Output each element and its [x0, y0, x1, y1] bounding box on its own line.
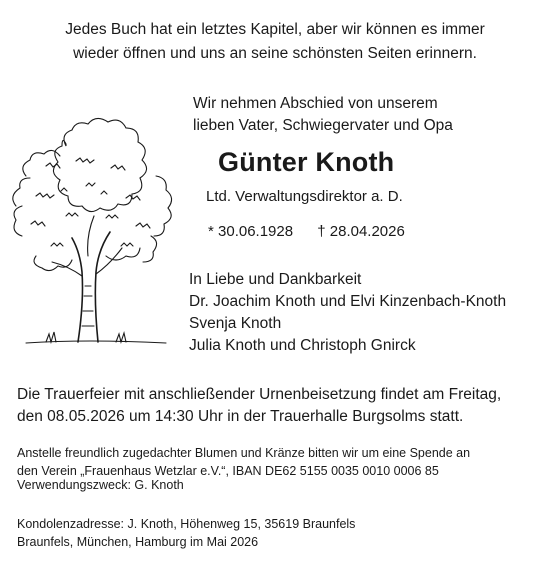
death-date: † 28.04.2026 — [317, 223, 405, 240]
donation-line-2: den Verein „Frauenhaus Wetzlar e.V.“, IBAN DE62 5155 0035 0010 0006 85 — [17, 464, 439, 478]
quote-line-1: Jedes Buch hat ein letztes Kapitel, aber wir können es immer — [65, 21, 485, 38]
family-heading: In Liebe und Dankbarkeit — [189, 271, 362, 288]
places-date: Braunfels, München, Hamburg im Mai 2026 — [17, 535, 259, 549]
intro-text — [193, 93, 453, 137]
birth-date: * 30.06.1928 — [208, 223, 294, 240]
intro-line-2: lieben Vater, Schwiegervater und Opa — [193, 117, 453, 134]
condolence-address: Kondolenzadresse: J. Knoth, Höhenweg 15, 35619 Braunfels — [17, 517, 356, 531]
deceased-title: Ltd. Verwaltungsdirektor a. D. — [206, 188, 403, 205]
family-line-3: Julia Knoth und Christoph Gnirck — [189, 337, 416, 354]
family-line-2: Svenja Knoth — [189, 315, 282, 332]
service-line-1: Die Trauerfeier mit anschließender Urnenbeisetzung findet am Freitag, — [17, 386, 502, 403]
intro-line-1: Wir nehmen Abschied von unserem — [193, 95, 438, 112]
family-signatures — [189, 269, 506, 357]
donation-info — [17, 444, 470, 480]
deceased-name: Günter Knoth — [218, 147, 395, 177]
service-line-2: den 08.05.2026 um 14:30 Uhr in der Trauerhalle Burgsolms statt. — [17, 408, 464, 425]
family-line-1: Dr. Joachim Knoth und Elvi Kinzenbach-Knoth — [189, 293, 507, 310]
service-info — [17, 384, 501, 428]
quote-line-2: wieder öffnen und uns an seine schönsten Seiten erinnern. — [73, 45, 477, 62]
donation-purpose: Verwendungszweck: G. Knoth — [17, 478, 184, 492]
life-dates — [208, 223, 425, 240]
tree-icon — [6, 106, 186, 346]
opening-quote — [0, 18, 550, 66]
donation-line-1: Anstelle freundlich zugedachter Blumen und Kränze bitten wir um eine Spende an — [17, 446, 471, 460]
contact-info — [17, 515, 355, 551]
